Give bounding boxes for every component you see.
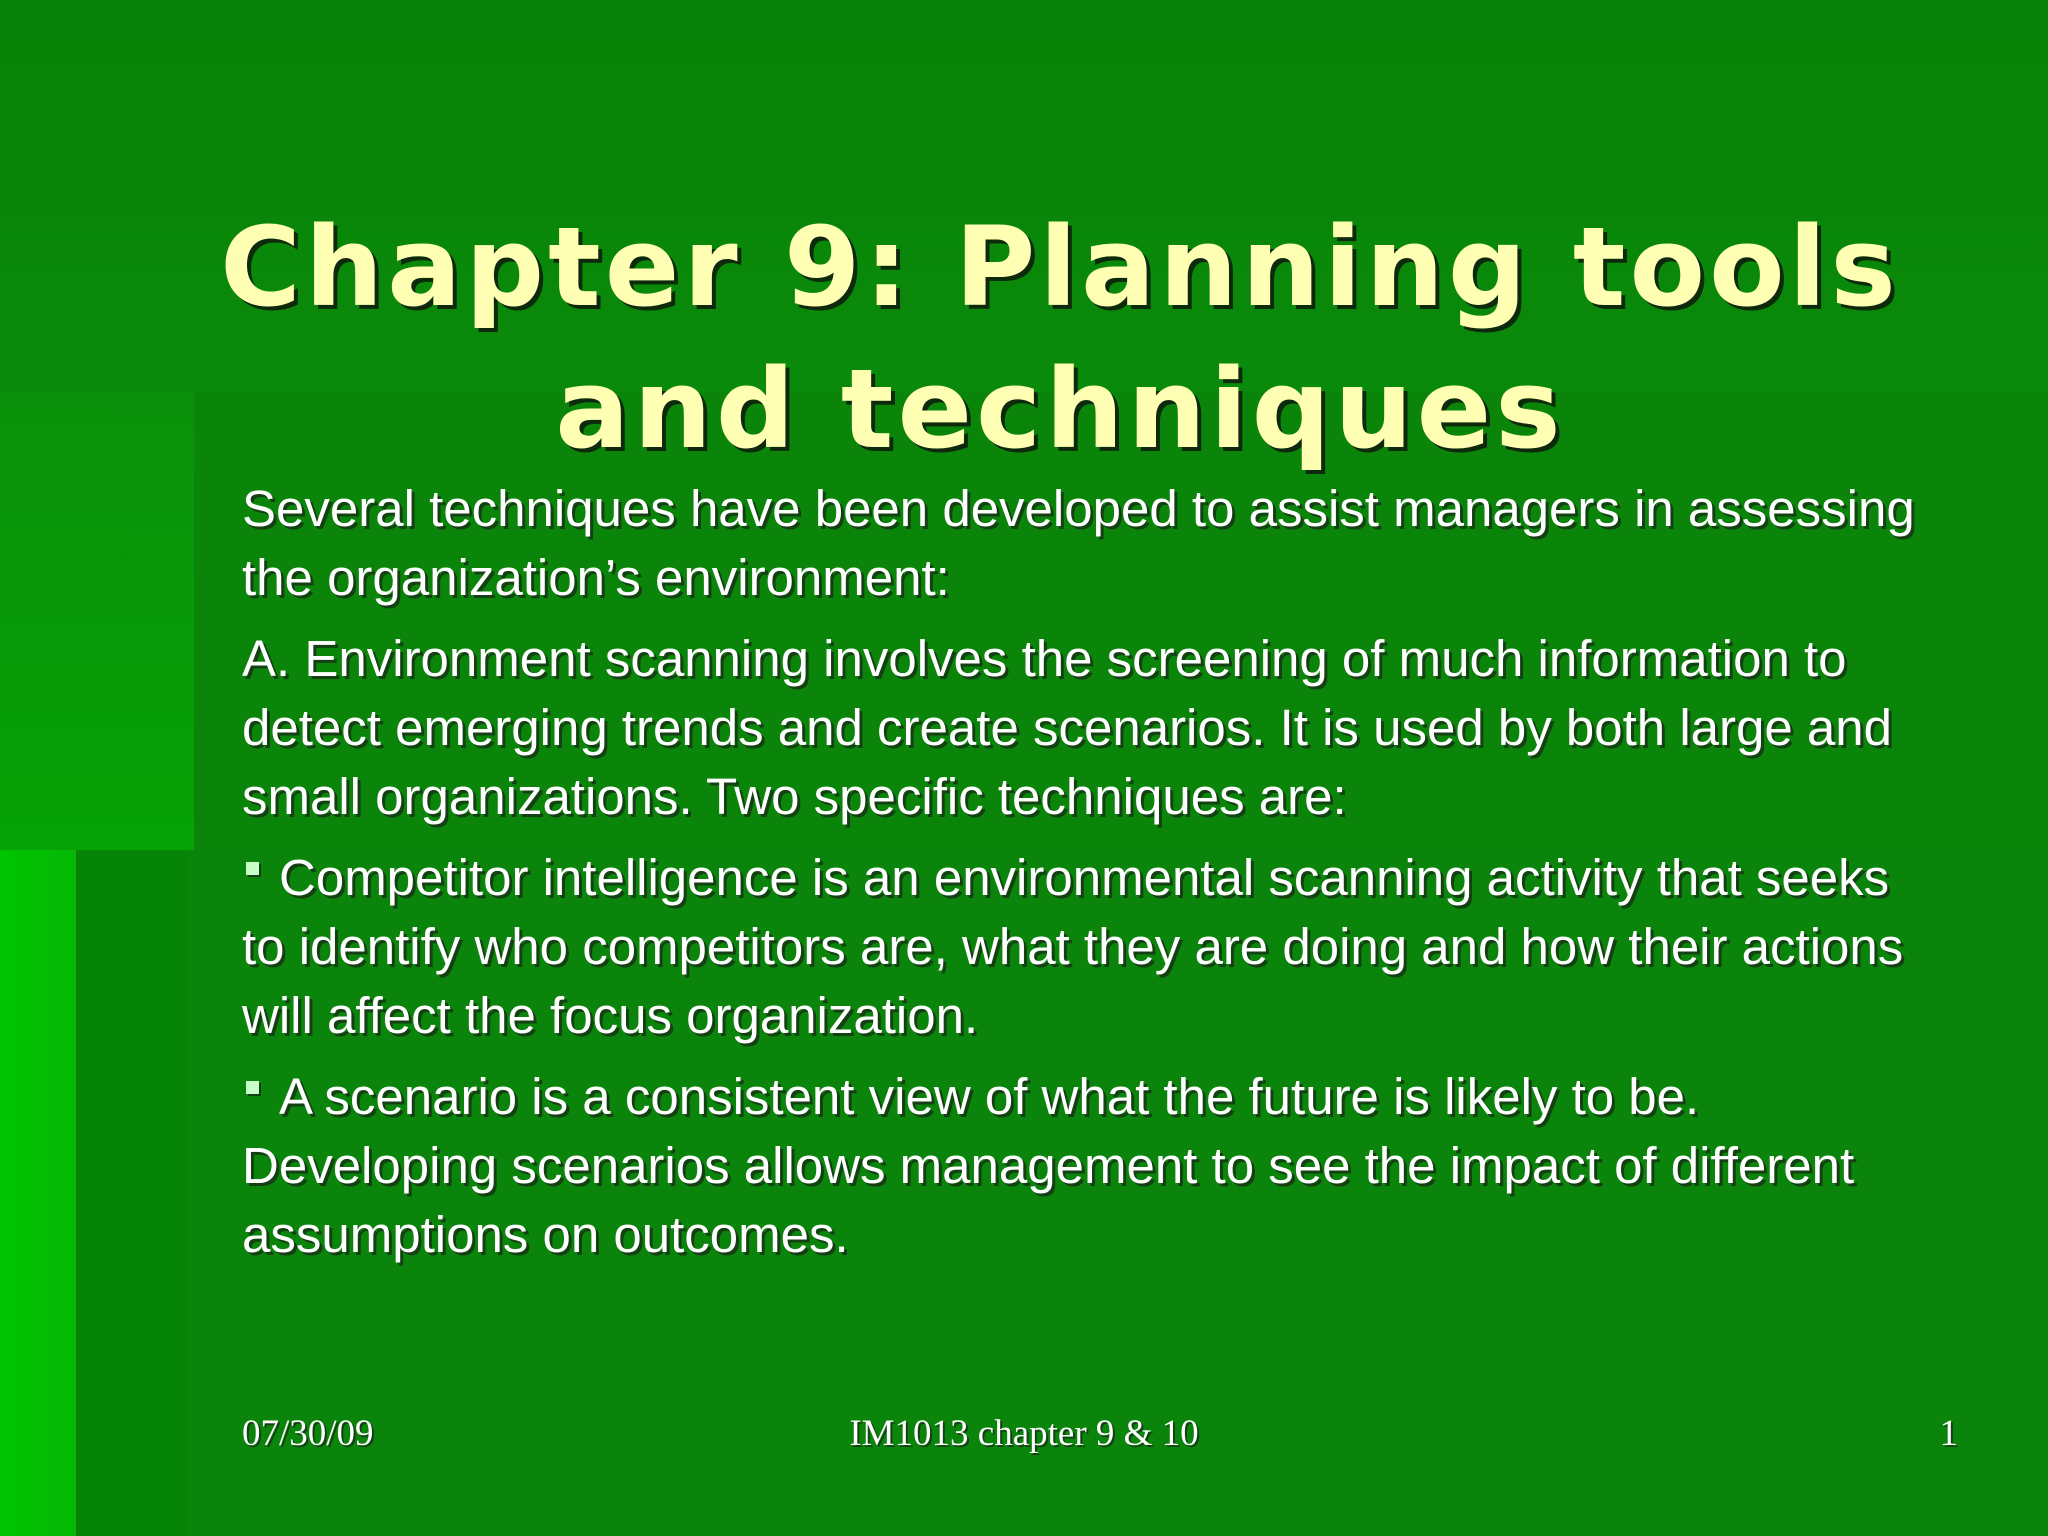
bullet-text: A scenario is a consistent view of what the future is likely to be. Developing scenarios allows management to see the impact of different assumptions on outcomes. (242, 1068, 1855, 1263)
title-line-2: and techniques (555, 345, 1565, 473)
bullet-item (242, 1062, 1942, 1269)
bullet-text: Competitor intelligence is an environmental scanning activity that seeks to identify who competitors are, what they are doing and how their actions will affect the focus organization. (242, 849, 1904, 1044)
slide-body (242, 474, 1942, 1281)
footer-date: 07/30/09 (242, 1413, 374, 1454)
slide-title (160, 196, 1960, 480)
bullet-item (242, 843, 1942, 1050)
square-bullet-icon (246, 1081, 259, 1094)
environment-scanning-paragraph: A. Environment scanning involves the screening of much information to detect emerging trends and create scenarios. It is used by both large and small organizations. Two specific techniques are: (242, 630, 1892, 825)
footer-title: IM1013 chapter 9 & 10 (849, 1413, 1199, 1454)
title-line-1: Chapter 9: Planning tools (220, 203, 1900, 331)
intro-paragraph: Several techniques have been developed to assist managers in assessing the organization’s environment: (242, 480, 1915, 606)
square-bullet-icon (246, 862, 259, 875)
slide-number: 1 (1939, 1413, 1958, 1454)
